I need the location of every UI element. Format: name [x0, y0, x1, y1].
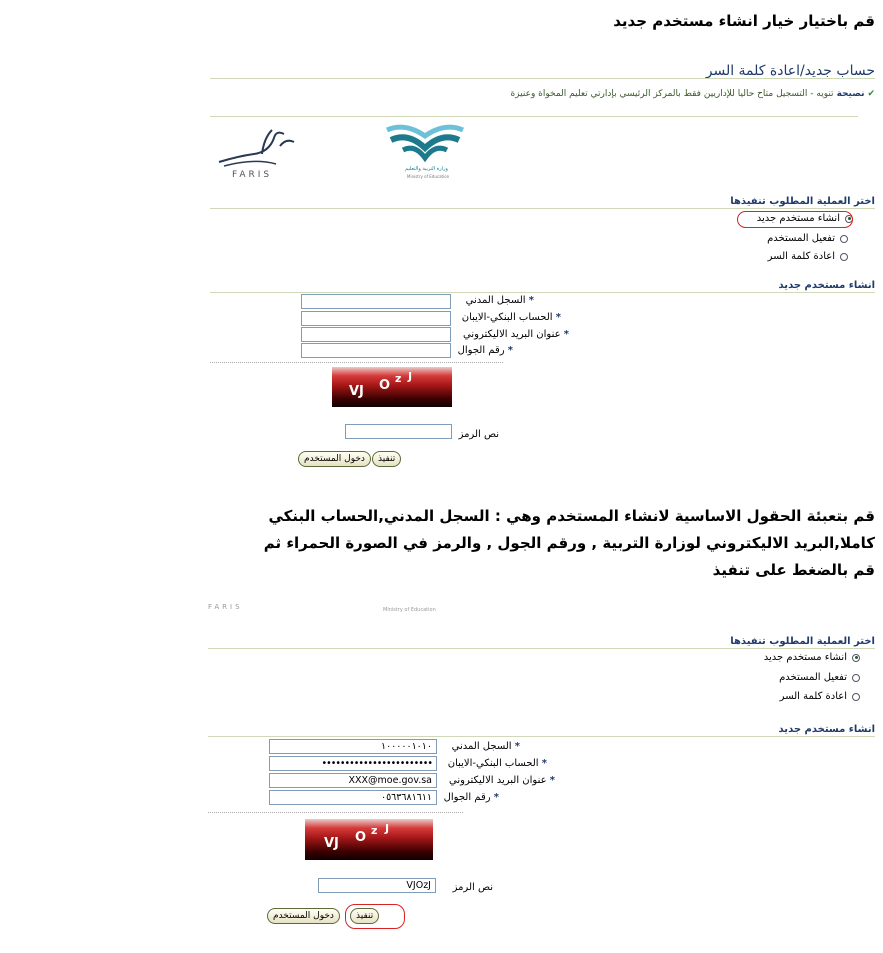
cut-faris-logo: FARIS [208, 603, 243, 611]
captcha-image-2 [305, 819, 433, 860]
radio-activate-user-2[interactable] [852, 674, 860, 682]
step1-heading: قم باختيار خيار انشاء مستخدم جديد [613, 12, 875, 30]
faris-swoosh-icon [214, 124, 304, 172]
captcha-char-3: z [395, 372, 402, 385]
step2-line-1: قم بتعبئة الحقول الاساسية لانشاء المستخدم وهي : السجل المدني,الحساب البنكي [268, 507, 875, 525]
highlight-ring-execute [345, 904, 405, 929]
option-new-user-label: انشاء مستخدم جديد [756, 213, 840, 224]
mobile-input[interactable] [301, 343, 451, 358]
iban-input[interactable] [301, 311, 451, 326]
radio-new-user-2[interactable] [852, 654, 860, 662]
captcha2-char-1: VJ [324, 836, 339, 851]
cut-moe-logo: Ministry of Education [383, 607, 436, 613]
option-reset-password[interactable] [768, 251, 848, 262]
option-reset-label-2: اعادة كلمة السر [779, 691, 847, 702]
radio-reset-password[interactable] [840, 253, 848, 261]
mobile-label: * رقم الجوال [457, 345, 513, 356]
option-activate-label: تفعيل المستخدم [767, 233, 835, 244]
iban-label: * الحساب البنكي-الايبان [461, 312, 561, 323]
execute-button[interactable]: تنفيذ [372, 451, 401, 467]
captcha2-char-4: J [385, 822, 390, 835]
moe-logo-ar: وزارة التربية والتعليم [405, 166, 448, 172]
execute-button-2[interactable]: تنفيذ [350, 908, 379, 924]
captcha-image [332, 367, 452, 407]
captcha-char-2: O [379, 378, 391, 393]
option-reset-label: اعادة كلمة السر [767, 251, 835, 262]
iban-value: •••••••••••••••••••••••• [321, 758, 432, 769]
fields-divider-2 [208, 812, 463, 813]
civil-id-input[interactable] [301, 294, 451, 309]
page-title: حساب جديد/اعادة كلمة السر [705, 63, 875, 79]
choose-operation-heading-2: اختر العملية المطلوب تنفيذها [730, 636, 875, 647]
notice-label: نصيحة [836, 89, 865, 99]
iban-label-2: * الحساب البنكي-الايبان [447, 758, 547, 769]
title-divider [210, 78, 875, 79]
email-label-2: * عنوان البريد الاليكتروني [449, 775, 555, 786]
new-user-heading: انشاء مستخدم جديد [778, 280, 875, 291]
captcha-char-4: J [408, 370, 413, 383]
radio-activate-user[interactable] [840, 235, 848, 243]
new-user-divider [210, 292, 875, 293]
captcha-input[interactable] [345, 424, 452, 439]
highlight-ring-option [737, 211, 853, 228]
captcha-label-2: نص الرمز [452, 882, 493, 893]
mobile-value: ٠٥٦٣٦٨١٦١١ [380, 792, 432, 803]
captcha-label: نص الرمز [458, 429, 499, 440]
moe-logo-en: Ministry of Education [407, 174, 450, 179]
new-user-divider-2 [208, 736, 875, 737]
option-activate-user[interactable] [767, 233, 848, 244]
captcha2-char-2: O [355, 830, 367, 845]
mobile-label-2: * رقم الجوال [443, 792, 499, 803]
captcha-value: VJOzJ [406, 880, 431, 891]
fields-divider [210, 362, 503, 363]
faris-logo [214, 124, 304, 184]
option-new-user-2[interactable] [764, 652, 860, 663]
civil-id-input-2[interactable] [269, 739, 437, 754]
captcha-char-1: VJ [349, 384, 364, 399]
step2-line-3: قم بالضغط على تنفيذ [712, 561, 875, 579]
notice-text: تنويه - التسجيل متاح حاليا للإداريين فقط بالمركز الرئيسي بإدارتي تعليم المخواة وعنيزة [510, 89, 834, 99]
choose-divider [210, 208, 875, 209]
radio-reset-password-2[interactable] [852, 693, 860, 701]
email-value: XXX@moe.gov.sa [348, 775, 432, 786]
option-activate-label-2: تفعيل المستخدم [779, 672, 847, 683]
option-reset-password-2[interactable] [780, 691, 860, 702]
notice-divider [210, 116, 858, 117]
email-label: * عنوان البريد الاليكتروني [463, 329, 569, 340]
email-input-2[interactable] [269, 773, 437, 788]
login-user-button[interactable]: دخول المستخدم [298, 451, 371, 467]
notice-bar [510, 89, 875, 99]
step2-instructions [15, 503, 875, 584]
option-activate-user-2[interactable] [779, 672, 860, 683]
email-input[interactable] [301, 327, 451, 342]
moe-logo [383, 122, 468, 184]
step2-line-2: كاملا,البريد الاليكتروني لوزارة التربية , ورقم الجول , والرمز في الصورة الحمراء ثم [263, 534, 875, 552]
option-new-user-label-2: انشاء مستخدم جديد [763, 652, 847, 663]
check-icon: ✔ [867, 89, 875, 99]
choose-operation-heading: اختر العملية المطلوب تنفيذها [730, 196, 875, 207]
mobile-input-2[interactable] [269, 790, 437, 805]
civil-id-value: ١٠٠٠٠٠١٠١٠ [380, 741, 432, 752]
moe-book-icon [383, 122, 468, 164]
choose-divider-2 [208, 648, 875, 649]
new-user-heading-2: انشاء مستخدم جديد [778, 724, 875, 735]
civil-id-label-2: * السجل المدني [451, 741, 520, 752]
captcha2-char-3: z [371, 824, 378, 837]
civil-id-label: * السجل المدني [465, 295, 534, 306]
iban-input-2[interactable] [269, 756, 437, 771]
faris-logo-text: FARIS [232, 170, 273, 180]
login-user-button-2[interactable]: دخول المستخدم [267, 908, 340, 924]
captcha-input-2[interactable] [318, 878, 436, 893]
